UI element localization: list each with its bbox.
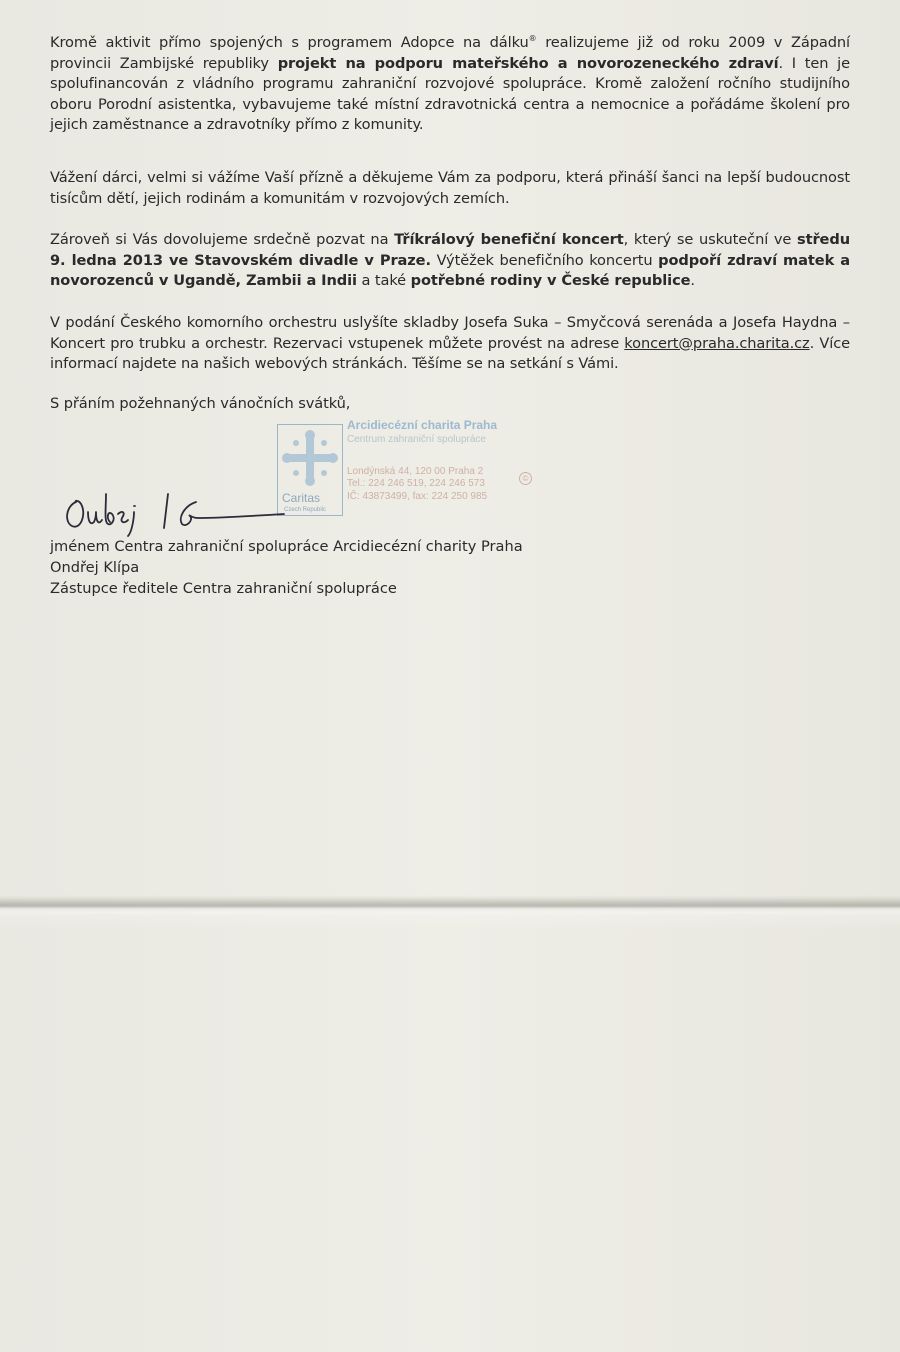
text-run: , který se uskuteční ve [623, 231, 797, 248]
bold-families: potřebné rodiny v České republice [410, 272, 691, 290]
stamp-ids: IČ: 43873499, fax: 224 250 985 [347, 491, 488, 502]
signatory-block [50, 536, 650, 599]
text-run: . [690, 272, 695, 290]
caritas-cross-icon [278, 425, 342, 491]
text-run: V podání Českého komorního orchestru uslyšíte skladby Josefa Suka – Smyčcová serenáda a Josefa Haydna – Koncert pro trubku a orchestr. Rezervaci vstupenek můžete provést na adrese [50, 314, 850, 352]
stamp-address: Londýnská 44, 120 00 Praha 2 [347, 466, 484, 477]
bold-concert-date: středu 9. ledna 2013 ve Stavovském divadle v Praze. [50, 231, 850, 269]
stamp-copyright-mark: © [519, 472, 532, 485]
text-run: Kromě aktivit přímo spojených s programem Adopce na dálku [50, 34, 529, 51]
registered-mark: ® [528, 34, 537, 44]
closing-greeting: S přáním požehnaných vánočních svátků, [50, 395, 351, 412]
stamp-department: Centrum zahraniční spolupráce [347, 434, 486, 445]
signatory-on-behalf: jménem Centra zahraniční spolupráce Arcidiecézní charity Praha [50, 538, 523, 555]
paragraph-program-reservation [50, 313, 850, 375]
stamp-org-name: Arcidiecézní charita Praha [347, 418, 498, 432]
signatory-title: Zástupce ředitele Centra zahraniční spolupráce [50, 580, 397, 597]
paragraph-project-intro [50, 33, 850, 136]
bold-beneficiaries: podpoří zdraví matek a novorozenců v Ugandě, Zambii a Indii [50, 251, 851, 290]
paragraph-concert-invitation [50, 230, 850, 292]
stamp-phone: Tel.: 224 246 519, 224 246 573 [347, 478, 485, 489]
signatory-name: Ondřej Klípa [50, 559, 140, 576]
caritas-logo-subtitle: Czech Republic [284, 507, 327, 513]
paragraph-thanks: Vážení dárci, velmi si vážíme Vaší přízně a děkujeme Vám za podporu, která přináší šanci na lepší budoucnost tisícům dětí, jejich rodinám a komunitám v rozvojových zemích. [50, 169, 850, 207]
text-run: a také [356, 272, 411, 290]
handwritten-signature [62, 488, 292, 538]
text-run: Výtěžek benefičního koncertu [430, 251, 659, 269]
bold-concert-name: Tříkrálový benefiční koncert [394, 231, 624, 248]
organization-stamp [277, 416, 547, 516]
paper-fold-crease [0, 898, 900, 916]
text-run: realizujeme již od roku 2009 v Západní provincii Zambijské republiky [50, 34, 851, 72]
text-run: . I ten je spolufinancován z vládního programu zahraniční rozvojové spolupráce. Kromě založení ročního studijního oboru Porodní asistentka, vybavujeme také místní zdravotnická centra a nemocnice a pořádáme školení pro jejich zaměstnance a zdravotníky přímo z komunity. [50, 54, 851, 134]
text-run: . Více informací najdete na našich webových stránkách. Těšíme se na setkání s Vámi. [50, 334, 850, 373]
bold-project-name: projekt na podporu mateřského a novorozeneckého zdraví [277, 54, 779, 72]
reservation-email-link[interactable]: koncert@praha.charita.cz [624, 334, 810, 352]
text-run: Zároveň si Vás dovolujeme srdečně pozvat na [50, 231, 395, 248]
caritas-logo-word: Caritas [282, 491, 321, 505]
